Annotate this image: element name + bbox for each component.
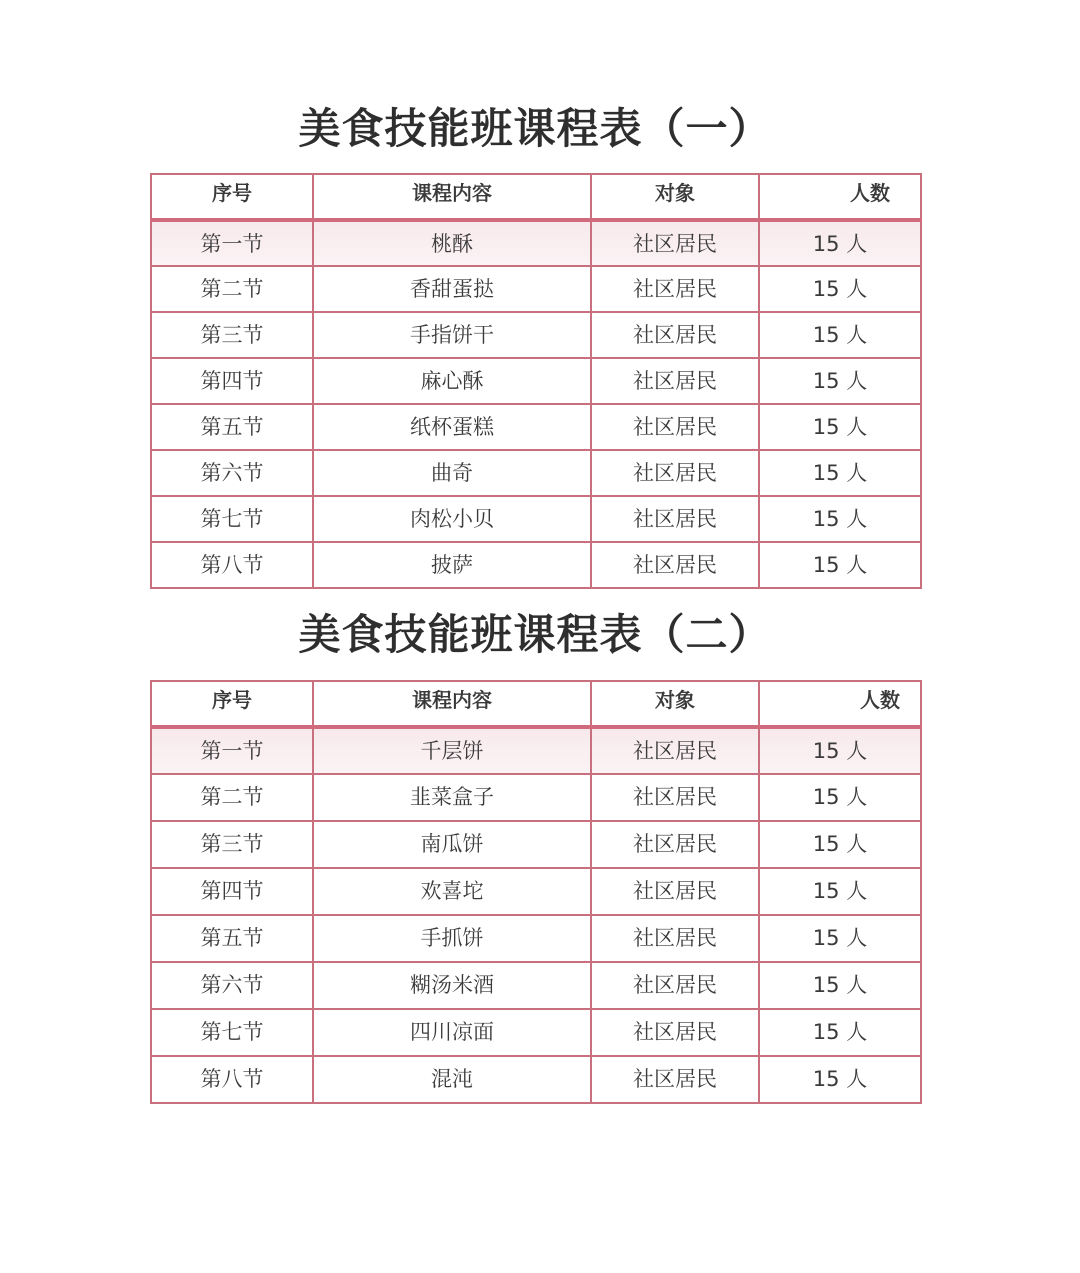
header-count: 人数: [759, 174, 921, 220]
header-course-content: 课程内容: [313, 681, 591, 727]
table-header-row: [151, 681, 921, 727]
count-cell: 15 人: [759, 496, 921, 542]
audience-cell: 社区居民: [591, 821, 759, 868]
table-row: [151, 1056, 921, 1103]
audience-cell: 社区居民: [591, 1009, 759, 1056]
course-cell: 桃酥: [313, 220, 591, 266]
course-cell: 糊汤米酒: [313, 962, 591, 1009]
count-cell: 15 人: [759, 358, 921, 404]
schedule-title-2: 美食技能班课程表（二）: [298, 610, 772, 659]
lesson-cell: 第六节: [151, 962, 313, 1009]
audience-cell: 社区居民: [591, 220, 759, 266]
count-cell: 15 人: [759, 1009, 921, 1056]
lesson-cell: 第六节: [151, 450, 313, 496]
table-row: [151, 266, 921, 312]
course-cell: 曲奇: [313, 450, 591, 496]
course-cell: 南瓜饼: [313, 821, 591, 868]
lesson-cell: 第四节: [151, 358, 313, 404]
audience-cell: 社区居民: [591, 962, 759, 1009]
course-cell: 混沌: [313, 1056, 591, 1103]
table-row: [151, 542, 921, 588]
lesson-cell: 第二节: [151, 266, 313, 312]
course-cell: 千层饼: [313, 727, 591, 774]
header-course-content: 课程内容: [313, 174, 591, 220]
table-row: [151, 404, 921, 450]
course-cell: 肉松小贝: [313, 496, 591, 542]
table-header-row: [151, 174, 921, 220]
header-audience: 对象: [591, 174, 759, 220]
lesson-cell: 第五节: [151, 915, 313, 962]
course-cell: 韭菜盒子: [313, 774, 591, 821]
count-cell: 15 人: [759, 404, 921, 450]
course-cell: 披萨: [313, 542, 591, 588]
audience-cell: 社区居民: [591, 542, 759, 588]
audience-cell: 社区居民: [591, 915, 759, 962]
audience-cell: 社区居民: [591, 496, 759, 542]
count-cell: 15 人: [759, 220, 921, 266]
count-cell: 15 人: [759, 542, 921, 588]
lesson-cell: 第七节: [151, 496, 313, 542]
count-cell: 15 人: [759, 915, 921, 962]
course-cell: 欢喜坨: [313, 868, 591, 915]
table-row: [151, 1009, 921, 1056]
lesson-cell: 第八节: [151, 542, 313, 588]
lesson-cell: 第五节: [151, 404, 313, 450]
header-index: 序号: [151, 681, 313, 727]
count-cell: 15 人: [759, 312, 921, 358]
schedule-table-2: [150, 680, 922, 1104]
audience-cell: 社区居民: [591, 450, 759, 496]
table-body: [151, 727, 921, 1103]
table-row: [151, 358, 921, 404]
audience-cell: 社区居民: [591, 1056, 759, 1103]
header-audience: 对象: [591, 681, 759, 727]
table-row: [151, 727, 921, 774]
table-body: [151, 220, 921, 588]
schedule-title-1: 美食技能班课程表（一）: [298, 104, 772, 153]
lesson-cell: 第七节: [151, 1009, 313, 1056]
table-row: [151, 496, 921, 542]
audience-cell: 社区居民: [591, 774, 759, 821]
count-cell: 15 人: [759, 266, 921, 312]
count-cell: 15 人: [759, 1056, 921, 1103]
header-count: 人数: [759, 681, 921, 727]
lesson-cell: 第三节: [151, 821, 313, 868]
table-row: [151, 450, 921, 496]
course-cell: 纸杯蛋糕: [313, 404, 591, 450]
table-row: [151, 821, 921, 868]
table-row: [151, 915, 921, 962]
count-cell: 15 人: [759, 450, 921, 496]
course-cell: 麻心酥: [313, 358, 591, 404]
course-cell: 手抓饼: [313, 915, 591, 962]
count-cell: 15 人: [759, 774, 921, 821]
lesson-cell: 第三节: [151, 312, 313, 358]
audience-cell: 社区居民: [591, 868, 759, 915]
table-row: [151, 220, 921, 266]
lesson-cell: 第一节: [151, 727, 313, 774]
count-cell: 15 人: [759, 727, 921, 774]
audience-cell: 社区居民: [591, 266, 759, 312]
audience-cell: 社区居民: [591, 312, 759, 358]
table-row: [151, 962, 921, 1009]
course-cell: 手指饼干: [313, 312, 591, 358]
count-cell: 15 人: [759, 962, 921, 1009]
count-cell: 15 人: [759, 821, 921, 868]
audience-cell: 社区居民: [591, 727, 759, 774]
table-row: [151, 312, 921, 358]
table-row: [151, 774, 921, 821]
lesson-cell: 第四节: [151, 868, 313, 915]
schedule-table-1: [150, 173, 922, 589]
lesson-cell: 第一节: [151, 220, 313, 266]
audience-cell: 社区居民: [591, 358, 759, 404]
lesson-cell: 第二节: [151, 774, 313, 821]
table-row: [151, 868, 921, 915]
audience-cell: 社区居民: [591, 404, 759, 450]
course-cell: 香甜蛋挞: [313, 266, 591, 312]
count-cell: 15 人: [759, 868, 921, 915]
course-cell: 四川凉面: [313, 1009, 591, 1056]
lesson-cell: 第八节: [151, 1056, 313, 1103]
header-index: 序号: [151, 174, 313, 220]
